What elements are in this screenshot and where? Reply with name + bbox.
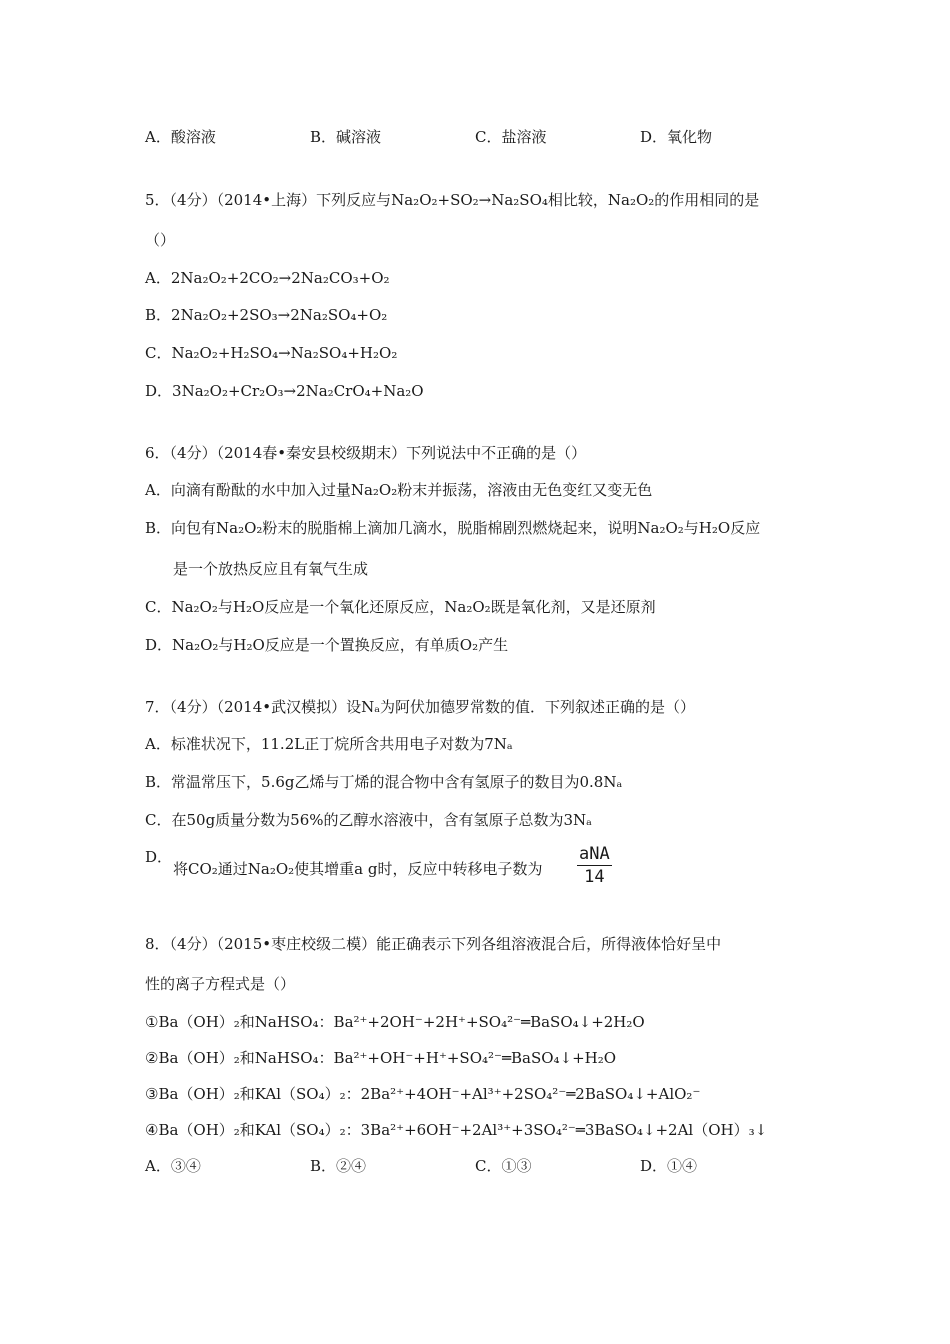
q4-options: [145, 127, 785, 147]
q7-option-a: A．标准状况下，11.2L正丁烷所含共用电子对数为7Nₐ: [145, 735, 513, 753]
q8-options: [145, 1156, 785, 1176]
q5-option-c: C．Na₂O₂+H₂SO₄→Na₂SO₄+H₂O₂: [145, 344, 398, 362]
q8-item-3: ③Ba（OH）₂和KAl（SO₄）₂：2Ba²⁺+4OH⁻+Al³⁺+2SO₄²⁻═2BaSO₄↓+AlO₂⁻: [145, 1085, 701, 1103]
fraction-numerator: aNA: [579, 844, 610, 864]
q6-option-d: D．Na₂O₂与H₂O反应是一个置换反应，有单质O₂产生: [145, 636, 509, 654]
q4-option-c: C．盐溶液: [475, 128, 547, 146]
q8-option-c: C．①③: [475, 1157, 532, 1175]
q7-option-b: B．常温常压下，5.6g乙烯与丁烯的混合物中含有氢原子的数目为0.8Nₐ: [145, 773, 623, 791]
q6-option-b: B．向包有Na₂O₂粉末的脱脂棉上滴加几滴水，脱脂棉剧烈燃烧起来，说明Na₂O₂与H₂O反应: [145, 519, 761, 537]
fraction-denominator: 14: [584, 867, 605, 887]
q5-option-b: B．2Na₂O₂+2SO₃→2Na₂SO₄+O₂: [145, 306, 388, 324]
q8-stem-cont: 性的离子方程式是（）: [145, 975, 296, 993]
q5-option-a: A．2Na₂O₂+2CO₂→2Na₂CO₃+O₂: [145, 269, 390, 287]
q6-option-a: A．向滴有酚酞的水中加入过量Na₂O₂粉末并振荡，溶液由无色变红又变无色: [145, 481, 653, 499]
q5-stem: 5．（4分）（2014•上海）下列反应与Na₂O₂+SO₂→Na₂SO₄相比较，Na₂O₂的作用相同的是: [145, 191, 760, 209]
q6-stem: 6．（4分）（2014春•秦安县校级期末）下列说法中不正确的是（）: [145, 444, 587, 462]
q7-option-d: 将CO₂通过Na₂O₂使其增重a g时，反应中转移电子数为: [173, 860, 543, 878]
q7-option-d-label: D．: [145, 848, 173, 866]
q4-option-a: A．酸溶液: [145, 128, 216, 146]
q6-option-b-cont: 是一个放热反应且有氧气生成: [173, 560, 369, 578]
q8-item-4: ④Ba（OH）₂和KAl（SO₄）₂：3Ba²⁺+6OH⁻+2Al³⁺+3SO₄²⁻═3BaSO₄↓+2Al（OH）₃↓: [145, 1121, 768, 1139]
q4-option-d: D．氧化物: [640, 128, 713, 146]
q7-stem: 7．（4分）（2014•武汉模拟）设Nₐ为阿伏加德罗常数的值．下列叙述正确的是（）: [145, 698, 696, 716]
q6-option-c: C．Na₂O₂与H₂O反应是一个氧化还原反应，Na₂O₂既是氧化剂，又是还原剂: [145, 598, 656, 616]
q8-stem: 8．（4分）（2015•枣庄校级二模）能正确表示下列各组溶液混合后，所得液体恰好呈中: [145, 935, 722, 953]
q8-option-a: A．③④: [145, 1157, 201, 1175]
q8-item-2: ②Ba（OH）₂和NaHSO₄：Ba²⁺+OH⁻+H⁺+SO₄²⁻═BaSO₄↓+H₂O: [145, 1049, 617, 1067]
q4-option-b: B．碱溶液: [310, 128, 382, 146]
q5-stem-cont: （）: [145, 231, 176, 249]
q8-option-b: B．②④: [310, 1157, 367, 1175]
q5-option-d: D．3Na₂O₂+Cr₂O₃→2Na₂CrO₄+Na₂O: [145, 382, 424, 400]
q7-option-c: C．在50g质量分数为56%的乙醇水溶液中，含有氢原子总数为3Nₐ: [145, 811, 592, 829]
q8-item-1: ①Ba（OH）₂和NaHSO₄：Ba²⁺+2OH⁻+2H⁺+SO₄²⁻═BaSO₄↓+2H₂O: [145, 1013, 645, 1031]
q7-fraction: [577, 843, 612, 888]
q8-option-d: D．①④: [640, 1157, 698, 1175]
